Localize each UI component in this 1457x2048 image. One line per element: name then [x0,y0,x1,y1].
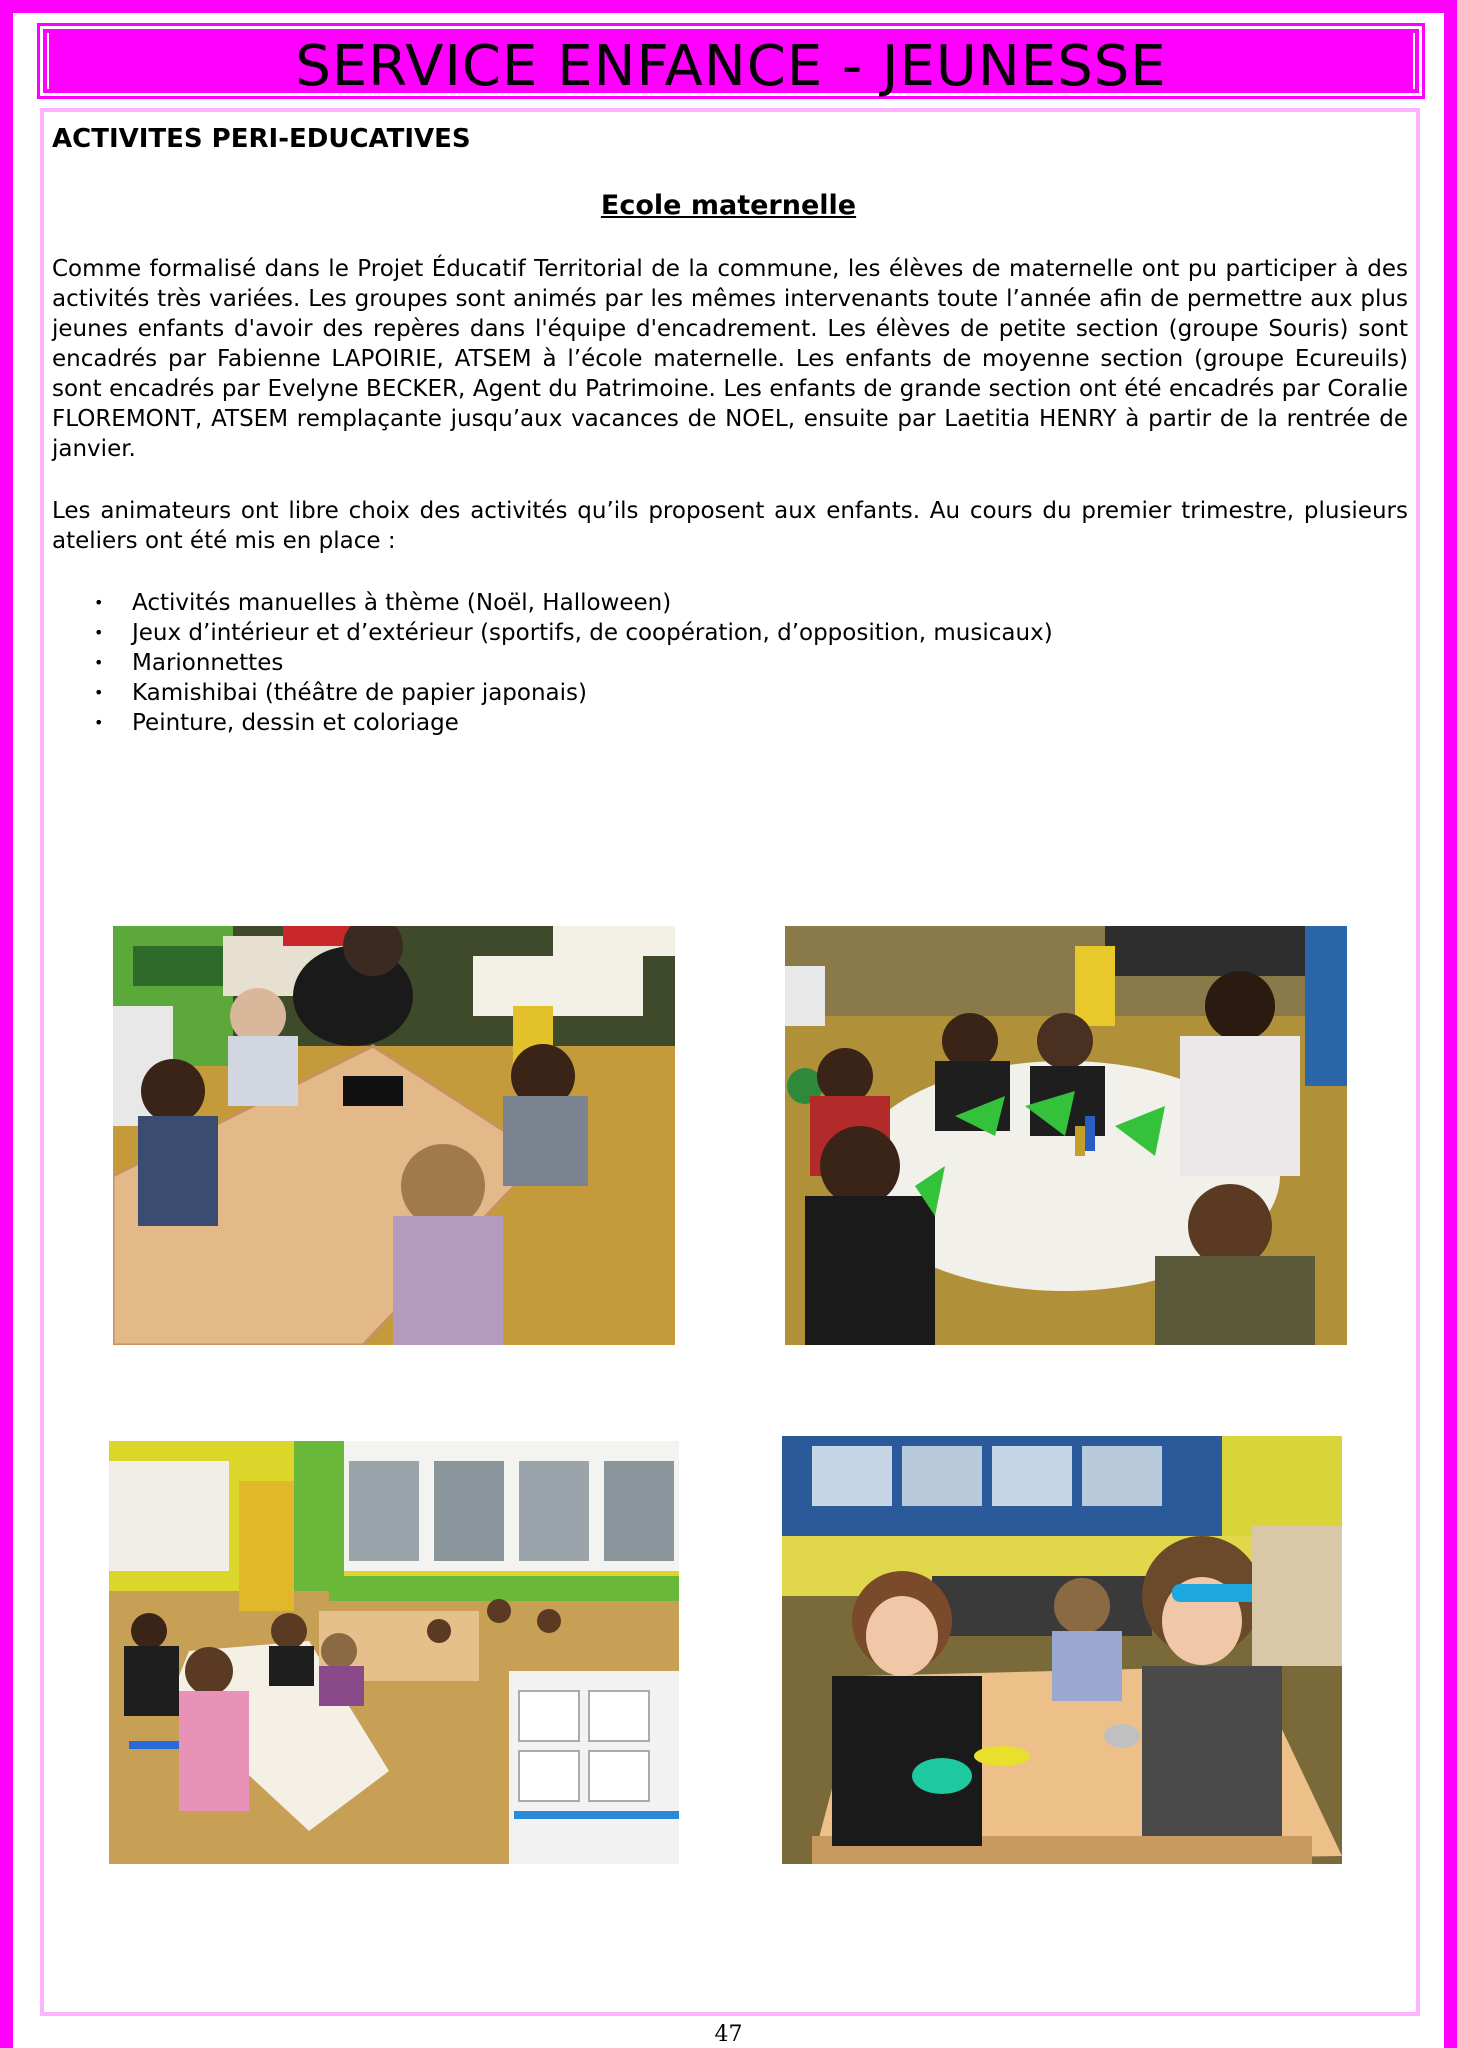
activities-paragraph: Les animateurs ont libre choix des activités qu’ils proposent aux enfants. Au cours du premier trimestre, plusieurs ateliers ont été mis en place : [52,498,1408,554]
section-heading: ACTIVITES PERI-EDUCATIVES [52,124,471,154]
list-item-text: Peinture, dessin et coloriage [132,710,459,736]
list-item-text: Kamishibai (théâtre de papier japonais) [132,680,587,706]
sub-heading [0,190,1457,221]
list-item [52,648,1352,678]
bullet-icon: • [94,593,104,612]
list-item [52,678,1352,708]
photo-children-round-table [785,926,1347,1345]
photo-classroom-overview [109,1441,679,1864]
activity-list [52,588,1352,738]
photo-children-playdough [782,1436,1342,1864]
list-item [52,588,1352,618]
intro-paragraph: Comme formalisé dans le Projet Éducatif Territorial de la commune, les élèves de maternelle ont pu participer à des activités très variées. Les groupes sont animés par les mêmes intervenants toute l’année afin de permettre aux plus jeunes enfants d'avoir des repères dans l'équipe d'encadrement. Les élèves de petite section (groupe Souris) sont encadrés par Fabienne LAPOIRIE, ATSEM à l’école maternelle. Les enfants de moyenne section (groupe Ecureuils) sont encadrés par Evelyne BECKER, Agent du Patrimoine. Les enfants de grande section ont été encadrés par Coralie FLOREMONT, ATSEM remplaçante jusqu’aux vacances de NOEL, ensuite par Laetitia HENRY à partir de la rentrée de janvier. [52,256,1408,462]
bullet-icon: • [94,623,104,642]
title-banner [40,26,1422,99]
list-item-text: Marionnettes [132,650,284,676]
list-item-text: Jeux d’intérieur et d’extérieur (sportifs, de coopération, d’opposition, musicaux) [132,620,1053,646]
page-title: SERVICE ENFANCE - JEUNESSE [295,33,1167,99]
list-item [52,618,1352,648]
photo-children-table-activity [113,926,675,1345]
bullet-icon: • [94,713,104,732]
sub-heading-text: Ecole maternelle [600,190,857,221]
list-item-text: Activités manuelles à thème (Noël, Halloween) [132,590,672,616]
bullet-icon: • [94,683,104,702]
page-number: 47 [714,2022,743,2047]
list-item [52,708,1352,738]
bullet-icon: • [94,653,104,672]
